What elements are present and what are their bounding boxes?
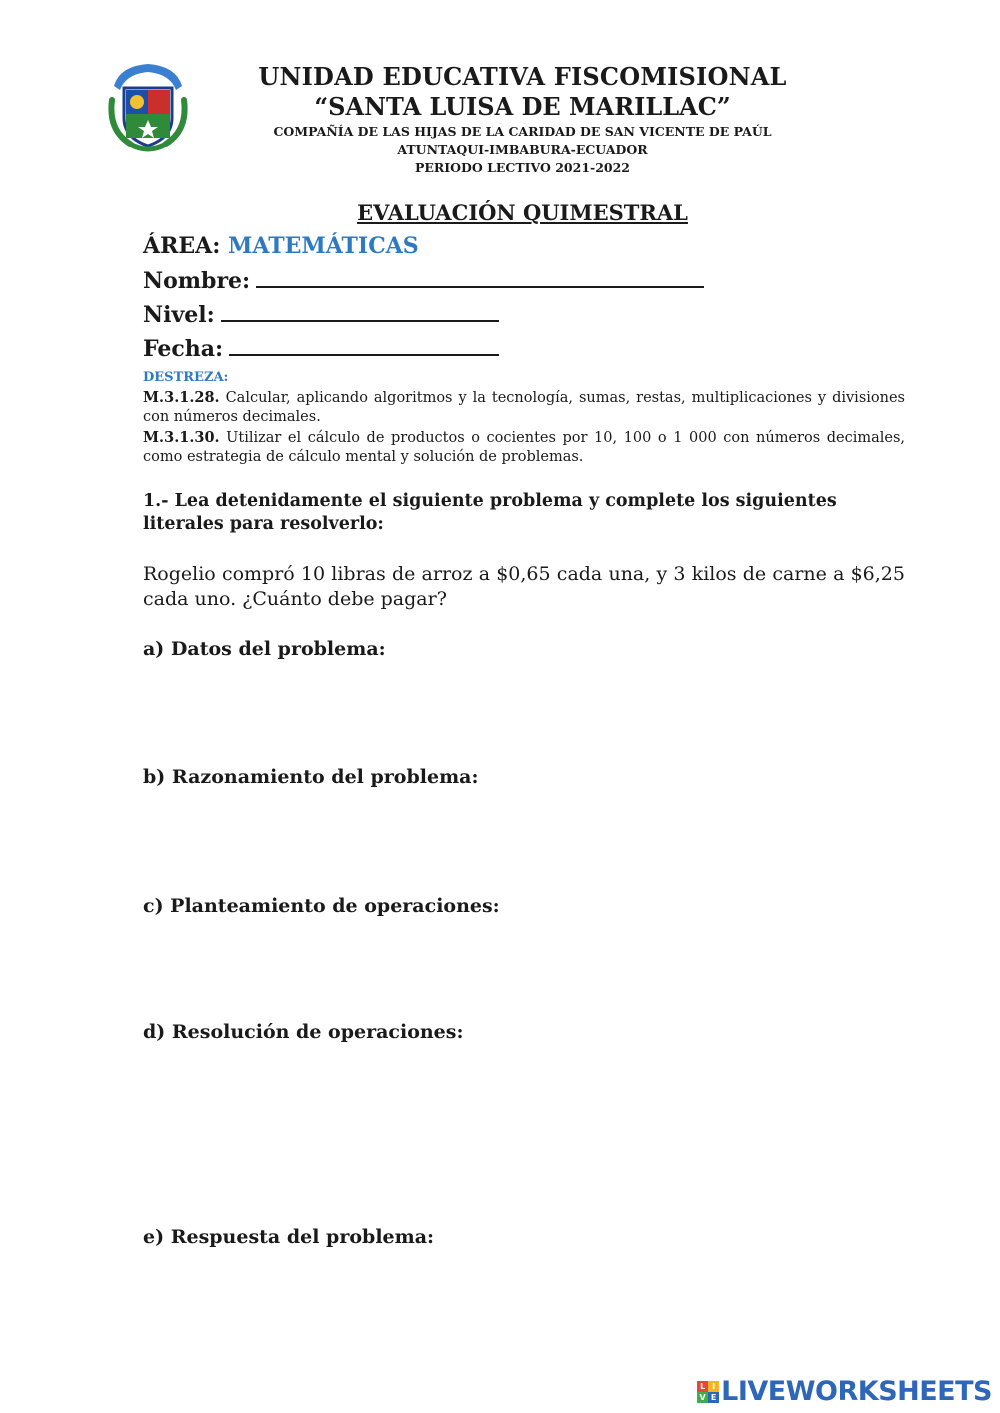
school-period-line: PERIODO LECTIVO 2021-2022: [414, 160, 631, 175]
location-line: ATUNTAQUI-IMBABURA-ECUADOR: [397, 142, 648, 157]
school-crest-logo: [100, 60, 196, 156]
area-row: [143, 233, 419, 259]
destreza-label: DESTREZA:: [143, 370, 229, 385]
congregation-line: COMPAÑÍA DE LAS HIJAS DE LA CARIDAD DE SAN VICENTE DE PAÚL: [273, 124, 772, 139]
level-label: Nivel:: [143, 302, 215, 328]
destreza-text: Utilizar el cálculo de productos o cocientes por 10, 100 o 1 000 con números decimales, como estrategia de cálculo mental y solución de problemas.: [143, 430, 905, 465]
liveworksheets-brand: LIVEWORKSHEETS: [721, 1376, 992, 1407]
school-name-line1: UNIDAD EDUCATIVA FISCOMISIONAL: [258, 62, 787, 91]
question-instruction: 1.- Lea detenidamente el siguiente problema y complete los siguientes literales para resolverlo:: [143, 491, 837, 534]
school-name-line2: “SANTA LUISA DE MARILLAC”: [314, 92, 731, 121]
name-label: Nombre:: [143, 268, 251, 294]
date-label: Fecha:: [143, 336, 224, 362]
part-c-heading: c) Planteamiento de operaciones:: [143, 895, 500, 917]
area-label: ÁREA:: [143, 233, 221, 259]
part-e-heading: e) Respuesta del problema:: [143, 1226, 435, 1248]
part-b-heading: b) Razonamiento del problema:: [143, 766, 479, 788]
part-d-heading: d) Resolución de operaciones:: [143, 1021, 464, 1043]
liveworksheets-logo-icon: [697, 1381, 719, 1403]
date-input-line[interactable]: [229, 336, 499, 356]
level-input-line[interactable]: [221, 302, 499, 322]
name-field-row: [143, 268, 704, 294]
destreza-item: [143, 388, 905, 427]
logo-letter: I: [708, 1381, 719, 1392]
name-input-line[interactable]: [256, 268, 704, 288]
liveworksheets-footer: [697, 1376, 992, 1407]
logo-letter: E: [708, 1392, 719, 1403]
destreza-text: Calcular, aplicando algoritmos y la tecnología, sumas, restas, multiplicaciones y divisiones con números decimales.: [143, 390, 905, 425]
destreza-code: M.3.1.28.: [143, 389, 220, 406]
destreza-item: [143, 428, 905, 467]
problem-statement: Rogelio compró 10 libras de arroz a $0,65 cada una, y 3 kilos de carne a $6,25 cada uno. ¿Cuánto debe pagar?: [143, 563, 905, 610]
level-field-row: [143, 302, 499, 328]
area-value: MATEMÁTICAS: [227, 233, 419, 259]
exam-title: EVALUACIÓN QUIMESTRAL: [357, 200, 688, 225]
part-a-heading: a) Datos del problema:: [143, 638, 386, 660]
logo-letter: V: [697, 1392, 708, 1403]
destreza-code: M.3.1.30.: [143, 429, 220, 446]
logo-letter: L: [697, 1381, 708, 1392]
date-field-row: [143, 336, 499, 362]
